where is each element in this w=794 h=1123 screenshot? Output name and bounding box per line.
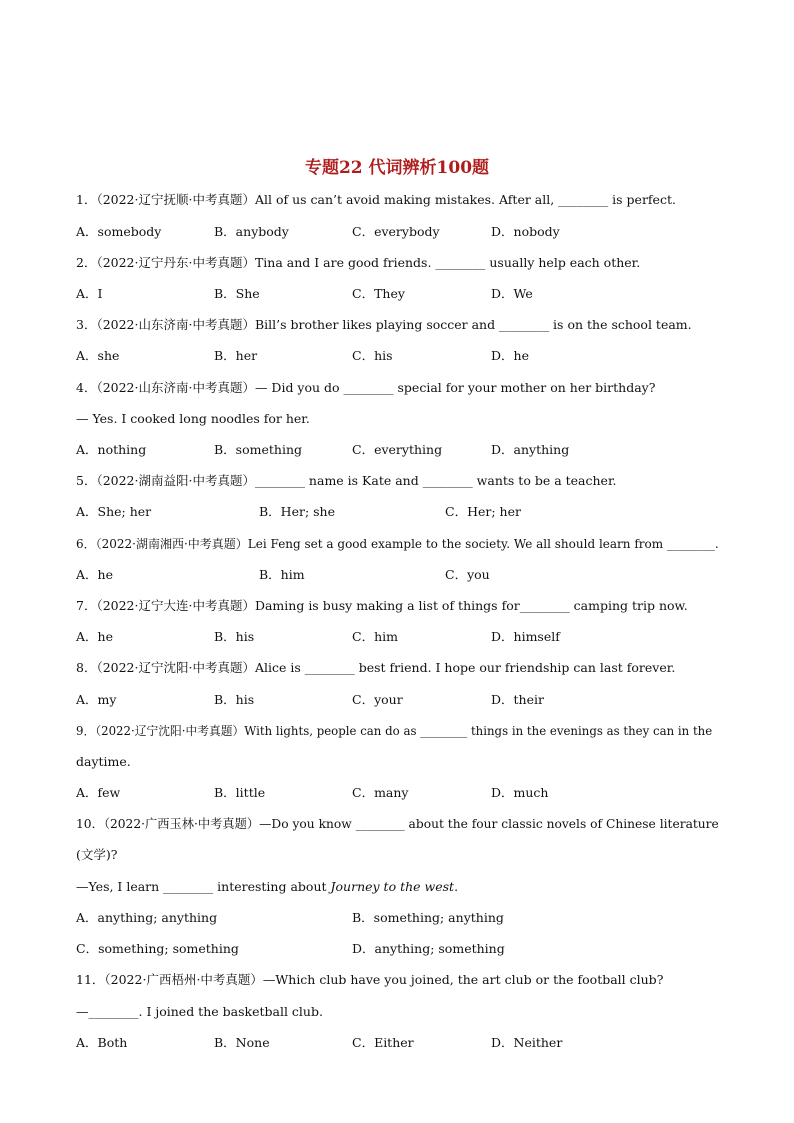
question-11-option-a: A．Both [76,1035,128,1050]
question-4-option-b: B．something [214,442,303,457]
question-10-option-c: C．something; something [76,941,239,956]
question-11-stem: 11．（2022·广西梧州·中考真题）—Which club have you joined, the art club or the football club? [76,972,664,987]
question-6-option-a: A．he [76,567,113,582]
question-9-option-d: D．much [491,785,549,800]
question-1-option-b: B．anybody [214,224,289,239]
question-4-option-c: C．everything [352,442,443,457]
question-11-stem-continued: —________. I joined the basketball club. [76,1004,323,1019]
question-11-option-d: D．Neither [491,1035,563,1050]
question-6-stem: 6．（2022·湖南湘西·中考真题）Lei Feng set a good example to the society. We all should learn from ________. [76,537,719,551]
question-7-option-d: D．himself [491,629,560,644]
question-10-option-d: D．anything; something [352,941,505,956]
question-9-option-c: C．many [352,785,409,800]
question-9-option-b: B．little [214,785,266,800]
question-8-stem: 8．（2022·辽宁沈阳·中考真题）Alice is ________ best friend. I hope our friendship can last forever. [76,660,676,675]
question-10-stem-continued: (文学)? [76,847,118,862]
question-10-answer-end: . [454,879,459,894]
question-10-answer-text: —Yes, I learn ________ interesting about [76,879,331,894]
question-3-option-b: B．her [214,348,258,363]
question-10-book-title: Journey to the west [330,879,455,894]
question-10-option-a: A．anything; anything [76,910,218,925]
question-2-option-a: A．I [76,286,103,301]
question-2-option-d: D．We [491,286,533,301]
question-10-answer-line [76,878,458,896]
question-6-option-c: C．you [445,567,490,582]
question-7-stem: 7．（2022·辽宁大连·中考真题）Daming is busy making a list of things for________ camping trip now. [76,598,688,613]
question-6-option-b: B．him [259,567,305,582]
question-4-stem: 4．（2022·山东济南·中考真题）— Did you do ________ special for your mother on her birthday? [76,380,656,395]
question-10-stem: 10．（2022·广西玉林·中考真题）—Do you know ________ about the four classic novels of Chinese literature [76,817,719,831]
question-5-option-c: C．Her; her [445,504,521,519]
question-3-option-c: C．his [352,348,393,363]
page-title: 专题22 代词辨析100题 [304,158,490,178]
question-1-option-c: C．everybody [352,224,440,239]
question-11-option-c: C．Either [352,1035,414,1050]
question-7-option-c: C．him [352,629,398,644]
question-9-stem: 9．（2022·辽宁沈阳·中考真题）With lights, people can do as ________ things in the evenings as they can in the [76,724,713,738]
question-1-stem: 1．（2022·辽宁抚顺·中考真题）All of us can’t avoid making mistakes. After all, ________ is perfect. [76,192,676,207]
question-3-option-a: A．she [76,348,120,363]
question-8-option-b: B．his [214,692,255,707]
question-5-stem: 5．（2022·湖南益阳·中考真题）________ name is Kate and ________ wants to be a teacher. [76,473,617,488]
question-8-option-c: C．your [352,692,403,707]
question-1-option-a: A．somebody [76,224,162,239]
question-9-option-a: A．few [76,785,121,800]
question-4-option-a: A．nothing [76,442,147,457]
question-5-option-a: A．She; her [76,504,152,519]
question-4-stem-continued: — Yes. I cooked long noodles for her. [76,411,310,426]
question-2-option-b: B．She [214,286,260,301]
question-7-option-b: B．his [214,629,255,644]
question-2-option-c: C．They [352,286,405,301]
question-10-option-b: B．something; anything [352,910,504,925]
question-3-option-d: D．he [491,348,529,363]
question-9-stem-continued: daytime. [76,754,131,769]
question-5-option-b: B．Her; she [259,504,336,519]
question-7-option-a: A．he [76,629,113,644]
question-1-option-d: D．nobody [491,224,560,239]
question-4-option-d: D．anything [491,442,570,457]
question-8-option-a: A．my [76,692,117,707]
question-3-stem: 3．（2022·山东济南·中考真题）Bill’s brother likes playing soccer and ________ is on the school team. [76,317,692,332]
question-2-stem: 2．（2022·辽宁丹东·中考真题）Tina and I are good friends. ________ usually help each other. [76,255,641,270]
question-11-option-b: B．None [214,1035,270,1050]
question-8-option-d: D．their [491,692,544,707]
